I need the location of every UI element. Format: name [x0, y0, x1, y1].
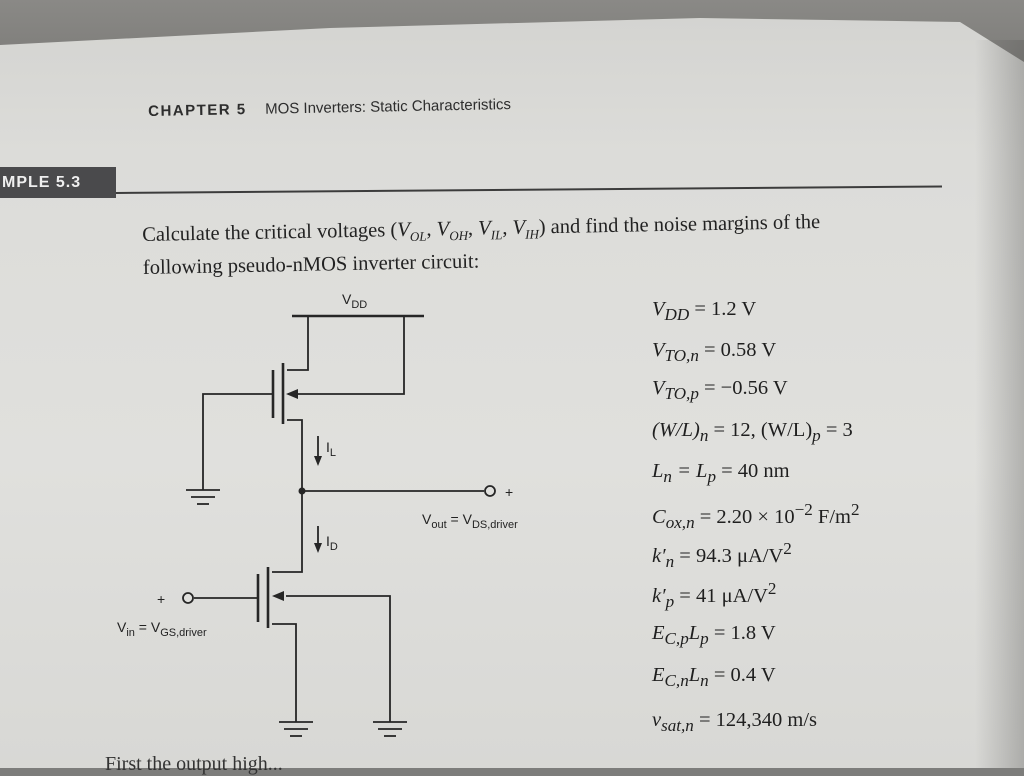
param-length: $L_n = L_p = 40$ nm [652, 460, 790, 487]
param-ecp-lp: $E_{C,p}L_p = 1.8$ V [652, 622, 776, 649]
id-label: $I_D$ [326, 533, 338, 553]
next-paragraph-cut: First the output high... [105, 753, 283, 775]
param-w-over-l: $(W/L)_n = 12$, $(W/L)_p = 3$ [652, 419, 853, 446]
input-plus-sign: + [157, 591, 166, 607]
param-vdd: $V_{DD} = 1.2$ V [652, 298, 757, 325]
pmos-load-transistor [203, 316, 404, 490]
output-terminal [485, 486, 495, 496]
nmos-driver-transistor [194, 491, 390, 722]
id-current-arrow [314, 526, 322, 553]
output-plus-sign: + [505, 484, 514, 500]
param-vto-n: $V_{TO,n} = 0.58$ V [652, 339, 777, 366]
param-ecn-ln: $E_{C,n}L_n = 0.4$ V [652, 664, 776, 691]
param-vsat-n: $v_{sat,n} = 124,340$ m/s [652, 709, 818, 736]
problem-line-2: following pseudo-nMOS inverter circuit: [142, 250, 480, 280]
param-vto-p: $V_{TO,p} = -0.56$ V [652, 377, 788, 404]
example-tag: MPLE 5.3 [0, 167, 116, 198]
param-kprime-p: $k'_p = 41$ $\mu A/V^2$ [652, 579, 777, 611]
chapter-title: MOS Inverters: Static Characteristics [264, 96, 512, 118]
il-label: $I_L$ [326, 439, 337, 459]
param-cox-n: $C_{ox,n} = 2.20 \times 10^{-2}$ $F/m^2$ [652, 500, 860, 532]
vout-label: $V_{out} = V_{DS,driver}$ [422, 511, 518, 531]
vdd-label: $V_{DD}$ [342, 291, 368, 311]
input-terminal [183, 593, 193, 603]
ground-symbol-nmos-source [279, 722, 313, 736]
chapter-number: CHAPTER 5 [148, 101, 247, 120]
problem-line-1: Calculate the critical voltages ($V_{OL}$, $V_{OH}$, $V_{IL}$, $V_{IH}$) and find the noise margins of the [142, 210, 821, 246]
vin-label: $V_{in} = V_{GS,driver}$ [117, 619, 207, 639]
ground-symbol-pmos-gate [186, 490, 220, 504]
il-current-arrow [314, 436, 322, 466]
param-kprime-n: $k'_n = 94.3$ $\mu A/V^2$ [652, 539, 792, 571]
ground-symbol-nmos-body [373, 722, 407, 736]
